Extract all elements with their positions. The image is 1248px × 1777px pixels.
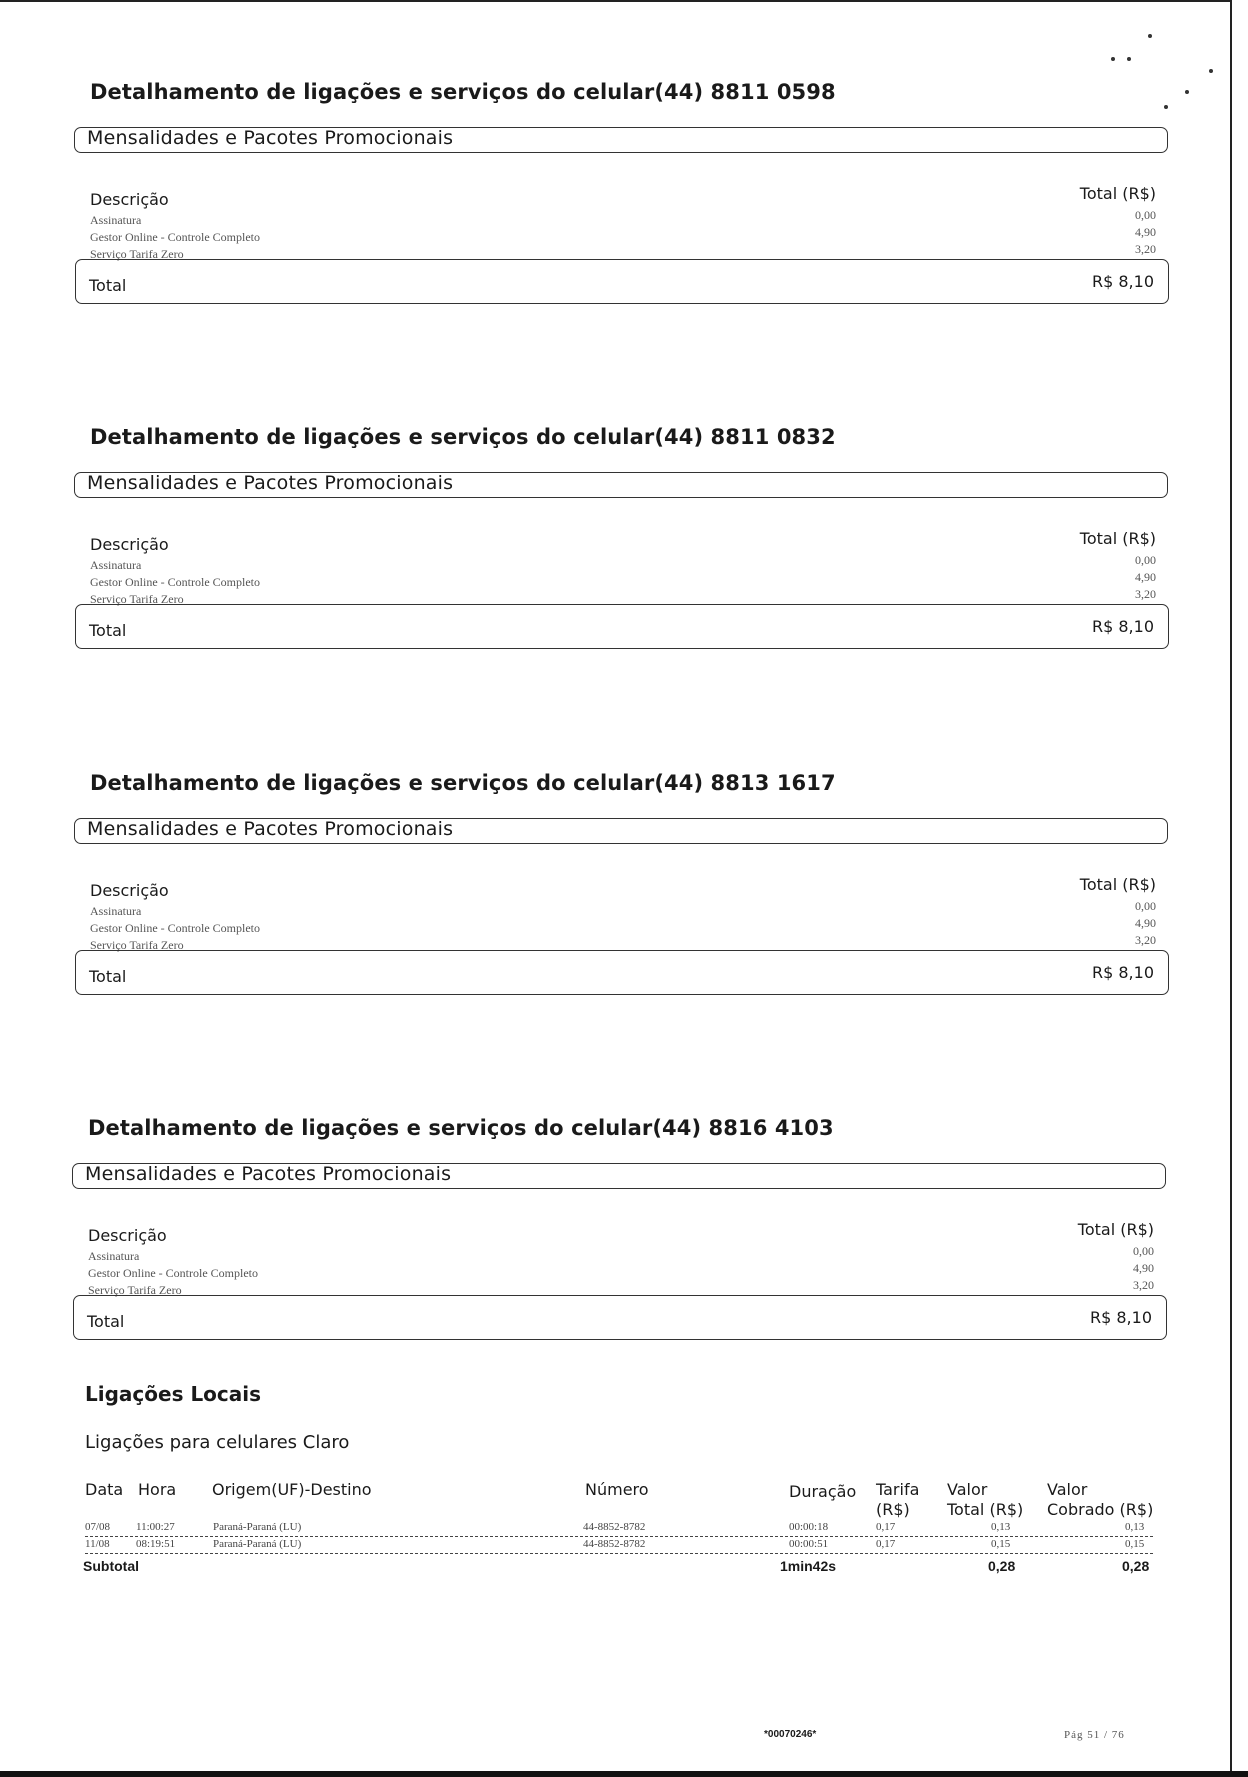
item-value: 0,00	[1133, 1244, 1154, 1258]
total-header: Total (R$)	[1077, 1220, 1154, 1239]
item-label: Serviço Tarifa Zero	[90, 592, 184, 606]
cell-valor-cobrado: 0,13	[1125, 1521, 1145, 1533]
total-label: Total	[89, 621, 127, 640]
item-label: Gestor Online - Controle Completo	[90, 575, 260, 589]
item-value: 0,00	[1135, 553, 1156, 567]
cell-tarifa: 0,17	[876, 1538, 896, 1550]
description-header: Descrição	[90, 881, 169, 900]
item-value: 4,90	[1135, 916, 1156, 930]
band-label: Mensalidades e Pacotes Promocionais	[87, 472, 454, 494]
item-label: Gestor Online - Controle Completo	[90, 921, 260, 935]
total-header: Total (R$)	[1079, 184, 1156, 203]
item-value: 4,90	[1135, 225, 1156, 239]
description-header: Descrição	[90, 190, 169, 209]
local-calls-subtitle: Ligações para celulares Claro	[85, 1432, 350, 1453]
cell-tarifa: 0,17	[876, 1521, 896, 1533]
total-header: Total (R$)	[1079, 529, 1156, 548]
value-list	[1135, 207, 1156, 258]
description-header: Descrição	[90, 535, 169, 554]
subtotal-valor-cobrado: 0,28	[1122, 1558, 1150, 1574]
item-list	[90, 903, 260, 954]
cell-valor-cobrado: 0,15	[1125, 1538, 1145, 1550]
total-box	[75, 950, 1169, 995]
total-label: Total	[89, 276, 127, 295]
section-title: Detalhamento de ligações e serviços do celular(44) 8813 1617	[90, 771, 836, 795]
cell-hora: 08:19:51	[136, 1538, 176, 1550]
section-title: Detalhamento de ligações e serviços do celular(44) 8816 4103	[88, 1116, 834, 1140]
band-label: Mensalidades e Pacotes Promocionais	[85, 1163, 452, 1185]
cell-data: 11/08	[85, 1538, 110, 1550]
cell-duracao: 00:00:51	[789, 1538, 829, 1550]
total-header: Total (R$)	[1079, 875, 1156, 894]
document-code: *00070246*	[764, 1729, 817, 1740]
item-value: 4,90	[1135, 570, 1156, 584]
cell-origem: Paraná-Paraná (LU)	[213, 1521, 302, 1533]
col-header-duracao: Duração	[789, 1482, 857, 1501]
section-band	[72, 1163, 1166, 1189]
total-box	[75, 604, 1169, 649]
value-list	[1133, 1243, 1154, 1294]
item-list	[90, 557, 260, 608]
table-row	[85, 1522, 1153, 1537]
table-row	[85, 1539, 1153, 1554]
cell-valor-total: 0,15	[991, 1538, 1011, 1550]
item-value: 0,00	[1135, 208, 1156, 222]
section-title: Detalhamento de ligações e serviços do celular(44) 8811 0598	[90, 80, 836, 104]
scan-speck	[1209, 69, 1213, 73]
col-header-valor-total: Valor Total (R$)	[947, 1480, 1024, 1519]
value-list	[1135, 898, 1156, 949]
col-header-hora: Hora	[138, 1480, 177, 1499]
item-label: Assinatura	[90, 213, 142, 227]
band-label: Mensalidades e Pacotes Promocionais	[87, 818, 454, 840]
total-value: R$ 8,10	[1091, 617, 1154, 636]
subtotal-label: Subtotal	[83, 1558, 139, 1574]
cell-valor-total: 0,13	[991, 1521, 1011, 1533]
col-header-numero: Número	[585, 1480, 649, 1499]
value-list	[1135, 552, 1156, 603]
scan-speck	[1148, 34, 1152, 38]
item-label: Serviço Tarifa Zero	[90, 938, 184, 952]
total-value: R$ 8,10	[1091, 963, 1154, 982]
total-box	[75, 259, 1169, 304]
band-label: Mensalidades e Pacotes Promocionais	[87, 127, 454, 149]
subtotal-valor-total: 0,28	[988, 1558, 1016, 1574]
item-value: 4,90	[1133, 1261, 1154, 1275]
col-header-data: Data	[85, 1480, 124, 1499]
description-header: Descrição	[88, 1226, 167, 1245]
scan-speck	[1185, 90, 1189, 94]
item-value: 3,20	[1133, 1278, 1154, 1292]
scan-edge	[0, 1771, 1248, 1777]
cell-duracao: 00:00:18	[789, 1521, 829, 1533]
total-value: R$ 8,10	[1089, 1308, 1152, 1327]
item-value: 0,00	[1135, 899, 1156, 913]
cell-numero: 44-8852-8782	[583, 1538, 646, 1550]
scan-speck	[1111, 57, 1115, 61]
cell-numero: 44-8852-8782	[583, 1521, 646, 1533]
section-band	[74, 472, 1168, 498]
item-label: Gestor Online - Controle Completo	[90, 230, 260, 244]
page-number: Pág 51 / 76	[1064, 1729, 1125, 1741]
scan-speck	[1127, 57, 1131, 61]
cell-data: 07/08	[85, 1521, 111, 1533]
total-box	[73, 1295, 1167, 1340]
cell-origem: Paraná-Paraná (LU)	[213, 1538, 302, 1550]
item-label: Assinatura	[88, 1249, 140, 1263]
total-value: R$ 8,10	[1091, 272, 1154, 291]
item-list	[88, 1248, 258, 1299]
total-label: Total	[87, 1312, 125, 1331]
col-header-valor-cobrado: Valor Cobrado (R$)	[1047, 1480, 1154, 1519]
item-label: Serviço Tarifa Zero	[90, 247, 184, 261]
item-value: 3,20	[1135, 242, 1156, 256]
item-label: Assinatura	[90, 558, 142, 572]
item-label: Serviço Tarifa Zero	[88, 1283, 182, 1297]
scan-speck	[1164, 105, 1168, 109]
item-list	[90, 212, 260, 263]
section-band	[74, 127, 1168, 153]
col-header-origem: Origem(UF)-Destino	[212, 1480, 372, 1499]
item-label: Gestor Online - Controle Completo	[88, 1266, 258, 1280]
item-value: 3,20	[1135, 587, 1156, 601]
item-value: 3,20	[1135, 933, 1156, 947]
total-label: Total	[89, 967, 127, 986]
local-calls-title: Ligações Locais	[85, 1382, 262, 1406]
item-label: Assinatura	[90, 904, 142, 918]
subtotal-duracao: 1min42s	[780, 1558, 837, 1574]
cell-hora: 11:00:27	[136, 1521, 175, 1533]
section-band	[74, 818, 1168, 844]
col-header-tarifa: Tarifa (R$)	[876, 1480, 920, 1519]
section-title: Detalhamento de ligações e serviços do celular(44) 8811 0832	[90, 425, 836, 449]
